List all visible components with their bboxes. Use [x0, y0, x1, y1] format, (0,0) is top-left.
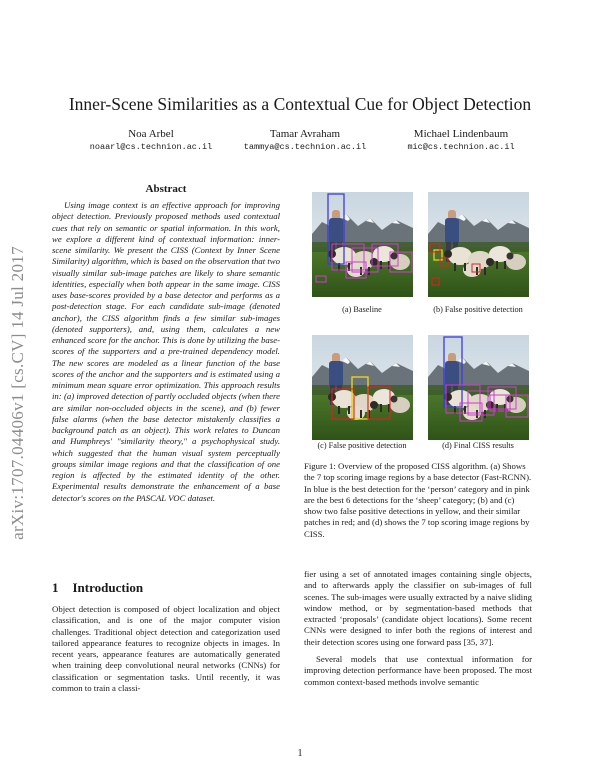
- arxiv-stamp: [6, 208, 30, 578]
- section-number: 1: [52, 580, 59, 595]
- figure-panel-a: [312, 192, 413, 297]
- section-heading: [52, 580, 143, 596]
- section-title: Introduction: [72, 580, 144, 595]
- figure-panel-d: [428, 335, 529, 440]
- abstract-body: Using image context is an effective approach for improving object detection. Previously proposed methods used contextual cues that rely on semantic or spatial information. In this work, we explore a different kind of contextual information: inner-scene similarity. We present the CISS (Context by Inner Scene Similarity) algorithm, which is based on the observation that two visually similar sub-image patches are likely to share semantic identities, especially when both appear in the same image. CISS uses base-scores provided by a base detector and performs as a post-detection stage. For each candidate sub-image (denoted anchor), the CISS algorithm finds a few similar sub-images (denoted supporters), and, using them, calculates a new enhanced score for the anchor. This is done by utilizing the base-scores of the supporters and a pre-trained dependency model. The new scores are modeled as a linear function of the base scores of the anchor and the supporters and is estimated using a minimum mean square error optimization. This approach results in: (a) improved detection of partly occluded objects (when there are similar non-occluded objects in the scene), and (b) fewer false alarms (when the base detector mistakenly classifies a background patch as an object). This work relates to Duncan and Humphreys' "similarity theory," a psychophysical study. which suggested that the human visual system perceptually groups similar image regions and that the classification of one region is affected by the estimated identity of the other. Experimental results demonstrate the enhancement of a base detector's scores on the PASCAL VOC dataset.: [52, 200, 280, 503]
- panel-caption-b: (b) False positive detection: [433, 305, 523, 314]
- intro-column-left: Object detection is composed of object localization and object classification, and is one of the major computer vision challenges. Traditional object detection and categorization used tailored appearance features to recognize objects in images. In recent years, appearance features are automatically generated when training deep convolutional neural networks (CNNs) for classification or segmentation tasks. Until recently, it was common to train a classi-: [52, 604, 280, 694]
- author-email: noaarl@cs.technion.ac.il: [89, 142, 213, 152]
- figure-panel-c: [312, 335, 413, 440]
- panel-caption-a: (a) Baseline: [342, 305, 382, 314]
- author-block: [220, 128, 390, 152]
- arxiv-stamp-text: arXiv:1707.04406v1 [cs.CV] 14 Jul 2017: [8, 246, 27, 540]
- figure-caption: Figure 1: Overview of the proposed CISS algorithm. (a) Shows the 7 top scoring image regions by a base detector (Fast-RCNN). In blue is the best detection for the ‘person’ category and in pink are the best 6 detections for the ‘sheep’ category; (b) and (c) show two false positive detections in yellow, and their similar patches in red; and (d) shows the 7 top scoring image regions by CISS.: [304, 461, 532, 539]
- figure-panel-b: [428, 192, 529, 297]
- intro-column-right: [304, 569, 532, 688]
- panel-caption-d: (d) Final CISS results: [442, 441, 514, 450]
- author-name: Tamar Avraham: [269, 128, 341, 140]
- panel-caption-c: (c) False positive detection: [317, 441, 407, 450]
- abstract-heading: Abstract: [145, 183, 187, 195]
- author-block: [66, 128, 236, 152]
- author-name: Noa Arbel: [128, 128, 174, 140]
- author-block: [376, 128, 546, 152]
- author-email: mic@cs.technion.ac.il: [407, 142, 515, 152]
- page-number: 1: [297, 748, 303, 759]
- author-email: tammya@cs.technion.ac.il: [243, 142, 367, 152]
- intro-paragraph: Several models that use contextual information for improving detection performance have been proposed. The most common context-based methods involve semantic: [304, 654, 532, 687]
- intro-paragraph: fier using a set of annotated images containing single objects, and to afterwards apply the classifier on sub-images of full scenes. The sub-images were usually extracted by a naive sliding window method, or by segmentation-based methods that extracted ‘proposals’ (candidate object locations). Some recent CNNs were designed to infer both the regions of interest and their detection scores using one forward pass [35, 37].: [304, 569, 532, 647]
- paper-title: Inner-Scene Similarities as a Contextual Cue for Object Detection: [68, 94, 532, 114]
- author-name: Michael Lindenbaum: [413, 128, 509, 140]
